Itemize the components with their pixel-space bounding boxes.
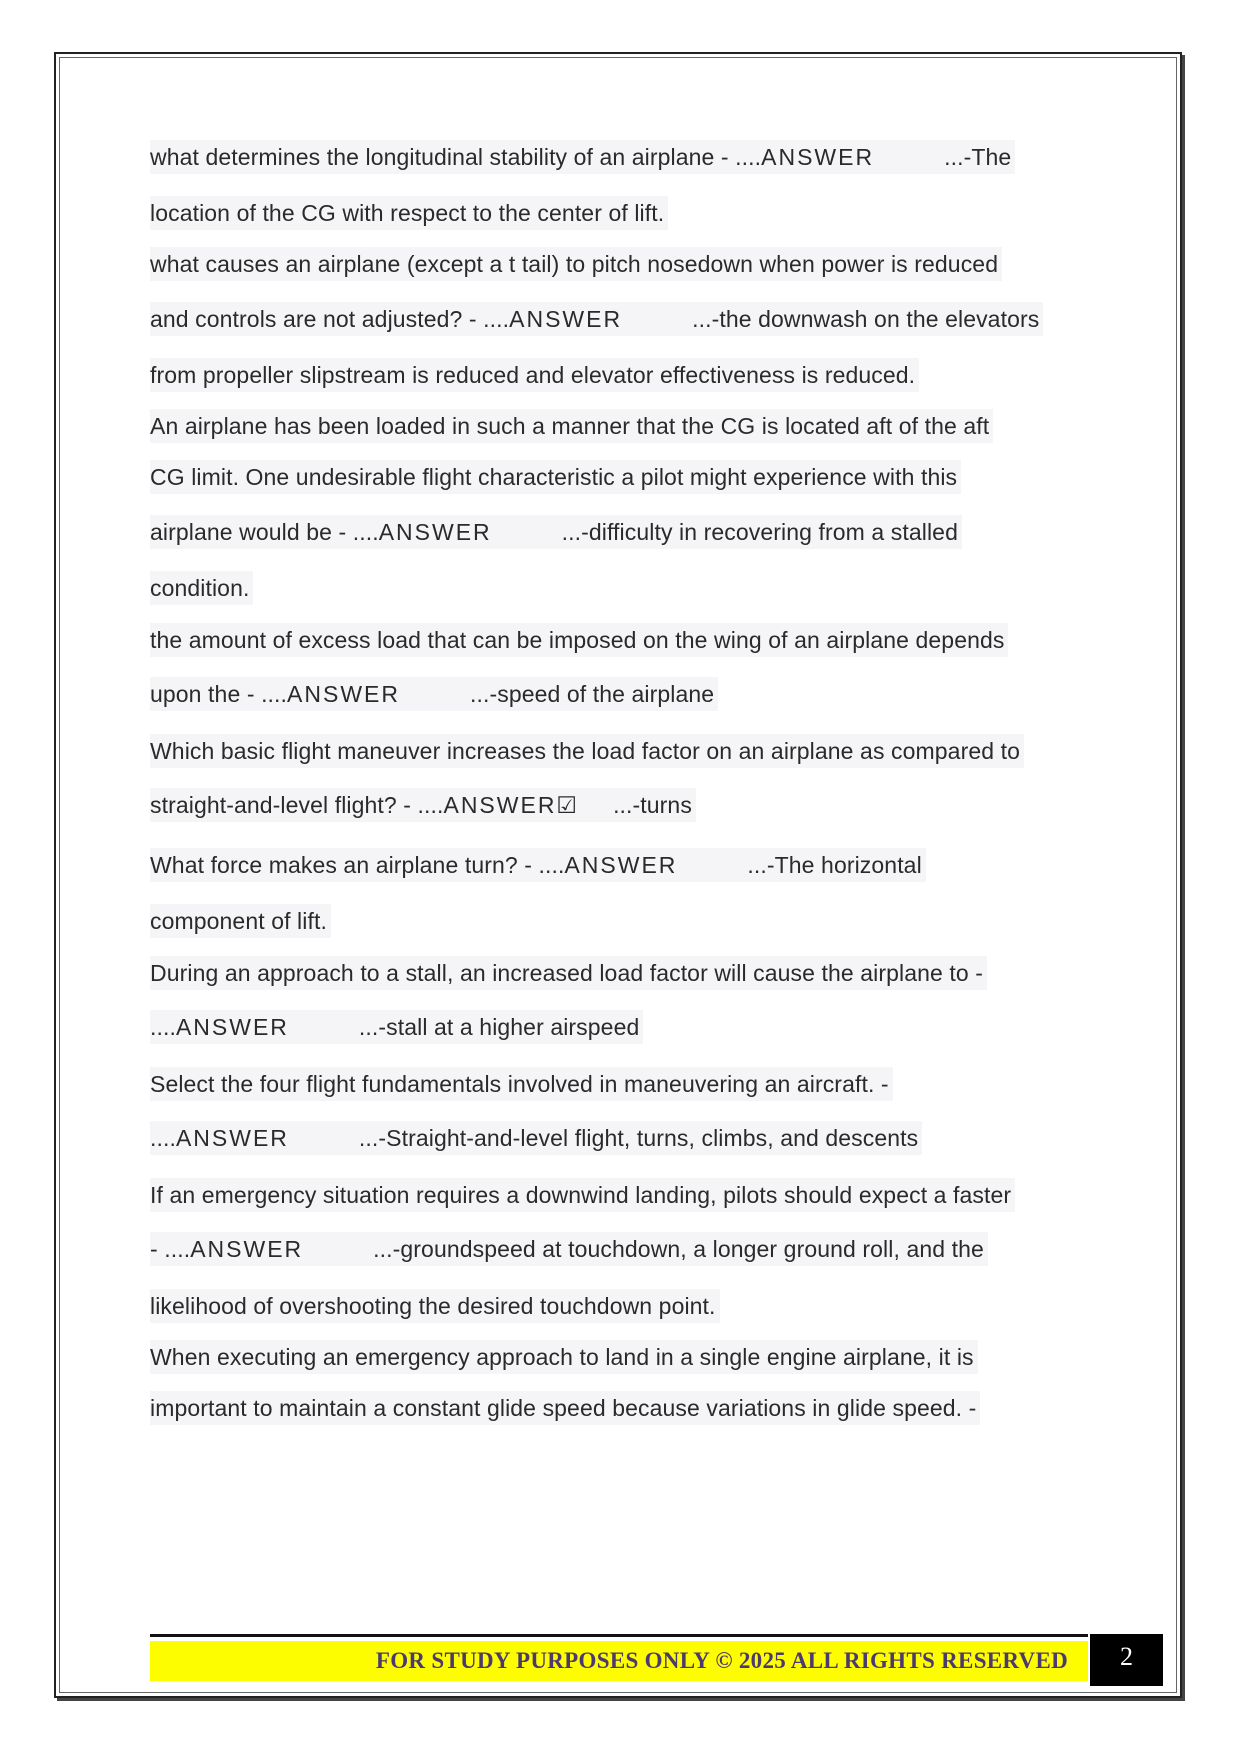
text-line-highlight	[150, 848, 926, 882]
text-line	[150, 904, 331, 938]
answer-text: ...-Straight-and-level flight, turns, climbs, and descents	[358, 1125, 919, 1151]
answer-label: ANSWER	[175, 1014, 289, 1040]
page-number: 2	[1090, 1634, 1163, 1686]
text-line	[150, 1010, 643, 1044]
text-line	[150, 302, 1043, 336]
text-line	[150, 734, 1024, 768]
text-line-content: If an emergency situation requires a downwind landing, pilots should expect a faster	[150, 1178, 1015, 1212]
answer-text: ...-speed of the airplane	[469, 681, 715, 707]
question-text: What force makes an airplane turn? - ....	[150, 852, 565, 878]
text-line	[150, 1121, 922, 1155]
answer-label: ANSWER	[175, 1125, 289, 1151]
text-line-content: likelihood of overshooting the desired touchdown point.	[150, 1289, 720, 1323]
text-line-highlight	[150, 302, 1043, 336]
question-text: ....	[150, 1125, 176, 1151]
answer-label: ANSWER	[378, 519, 492, 545]
answer-label: ANSWER☑	[443, 792, 580, 818]
text-line	[150, 1340, 978, 1374]
answer-text: ...-turns	[613, 792, 692, 818]
answer-text: ...-The horizontal	[747, 852, 922, 878]
text-line-highlight	[150, 1010, 643, 1044]
text-line-content: When executing an emergency approach to land in a single engine airplane, it is	[150, 1340, 978, 1374]
footer-notice: FOR STUDY PURPOSES ONLY © 2025 ALL RIGHTS RESERVED	[150, 1641, 1088, 1681]
text-line-highlight	[150, 788, 696, 822]
answer-label: ANSWER	[509, 306, 623, 332]
text-line-content: An airplane has been loaded in such a manner that the CG is located aft of the aft	[150, 409, 993, 443]
text-line-content: component of lift.	[150, 904, 331, 938]
text-line	[150, 1232, 988, 1266]
text-line	[150, 358, 919, 392]
answer-text: ...-stall at a higher airspeed	[358, 1014, 640, 1040]
text-line	[150, 515, 962, 549]
question-text: ....	[150, 1014, 176, 1040]
text-line	[150, 140, 1015, 174]
question-text: upon the - ....	[150, 681, 288, 707]
answer-text: ...-difficulty in recovering from a stalled	[561, 519, 958, 545]
text-line-content: location of the CG with respect to the center of lift.	[150, 196, 668, 230]
answer-label: ANSWER	[190, 1236, 304, 1262]
answer-text: ...-The	[944, 144, 1012, 170]
text-line-content: from propeller slipstream is reduced and elevator effectiveness is reduced.	[150, 358, 919, 392]
text-line-highlight	[150, 140, 1015, 174]
text-line	[150, 1178, 1015, 1212]
text-line	[150, 460, 961, 494]
question-text: and controls are not adjusted? - ....	[150, 306, 510, 332]
text-line-content: the amount of excess load that can be imposed on the wing of an airplane depends	[150, 623, 1008, 657]
answer-label: ANSWER	[564, 852, 678, 878]
text-line-highlight	[150, 677, 718, 711]
text-line-highlight	[150, 515, 962, 549]
text-line	[150, 1067, 893, 1101]
text-line	[150, 1391, 980, 1425]
footer-rule	[150, 1634, 1088, 1637]
question-text: what determines the longitudinal stability of an airplane - ....	[150, 144, 762, 170]
text-line-content: CG limit. One undesirable flight characteristic a pilot might experience with this	[150, 460, 961, 494]
text-line-content: During an approach to a stall, an increased load factor will cause the airplane to -	[150, 956, 987, 990]
answer-label: ANSWER	[287, 681, 400, 707]
text-line	[150, 956, 987, 990]
text-line-content: important to maintain a constant glide speed because variations in glide speed. -	[150, 1391, 980, 1425]
text-line	[150, 571, 253, 605]
question-text: airplane would be - ....	[150, 519, 379, 545]
text-line-content: condition.	[150, 571, 253, 605]
text-line	[150, 677, 718, 711]
text-line-highlight	[150, 1232, 988, 1266]
answer-label: ANSWER	[761, 144, 875, 170]
text-line-content: Which basic flight maneuver increases the load factor on an airplane as compared to	[150, 734, 1024, 768]
text-line	[150, 788, 696, 822]
text-line-content: Select the four flight fundamentals involved in maneuvering an aircraft. -	[150, 1067, 893, 1101]
text-line-content: what causes an airplane (except a t tail) to pitch nosedown when power is reduced	[150, 247, 1002, 281]
text-line	[150, 623, 1008, 657]
text-line	[150, 848, 926, 882]
text-line	[150, 1289, 720, 1323]
answer-text: ...-groundspeed at touchdown, a longer ground roll, and the	[373, 1236, 984, 1262]
text-line	[150, 247, 1002, 281]
text-line-highlight	[150, 1121, 922, 1155]
answer-text: ...-the downwash on the elevators	[692, 306, 1040, 332]
text-line	[150, 196, 668, 230]
question-text: straight-and-level flight? - ....	[150, 792, 444, 818]
question-text: - ....	[150, 1236, 191, 1262]
text-line	[150, 409, 993, 443]
